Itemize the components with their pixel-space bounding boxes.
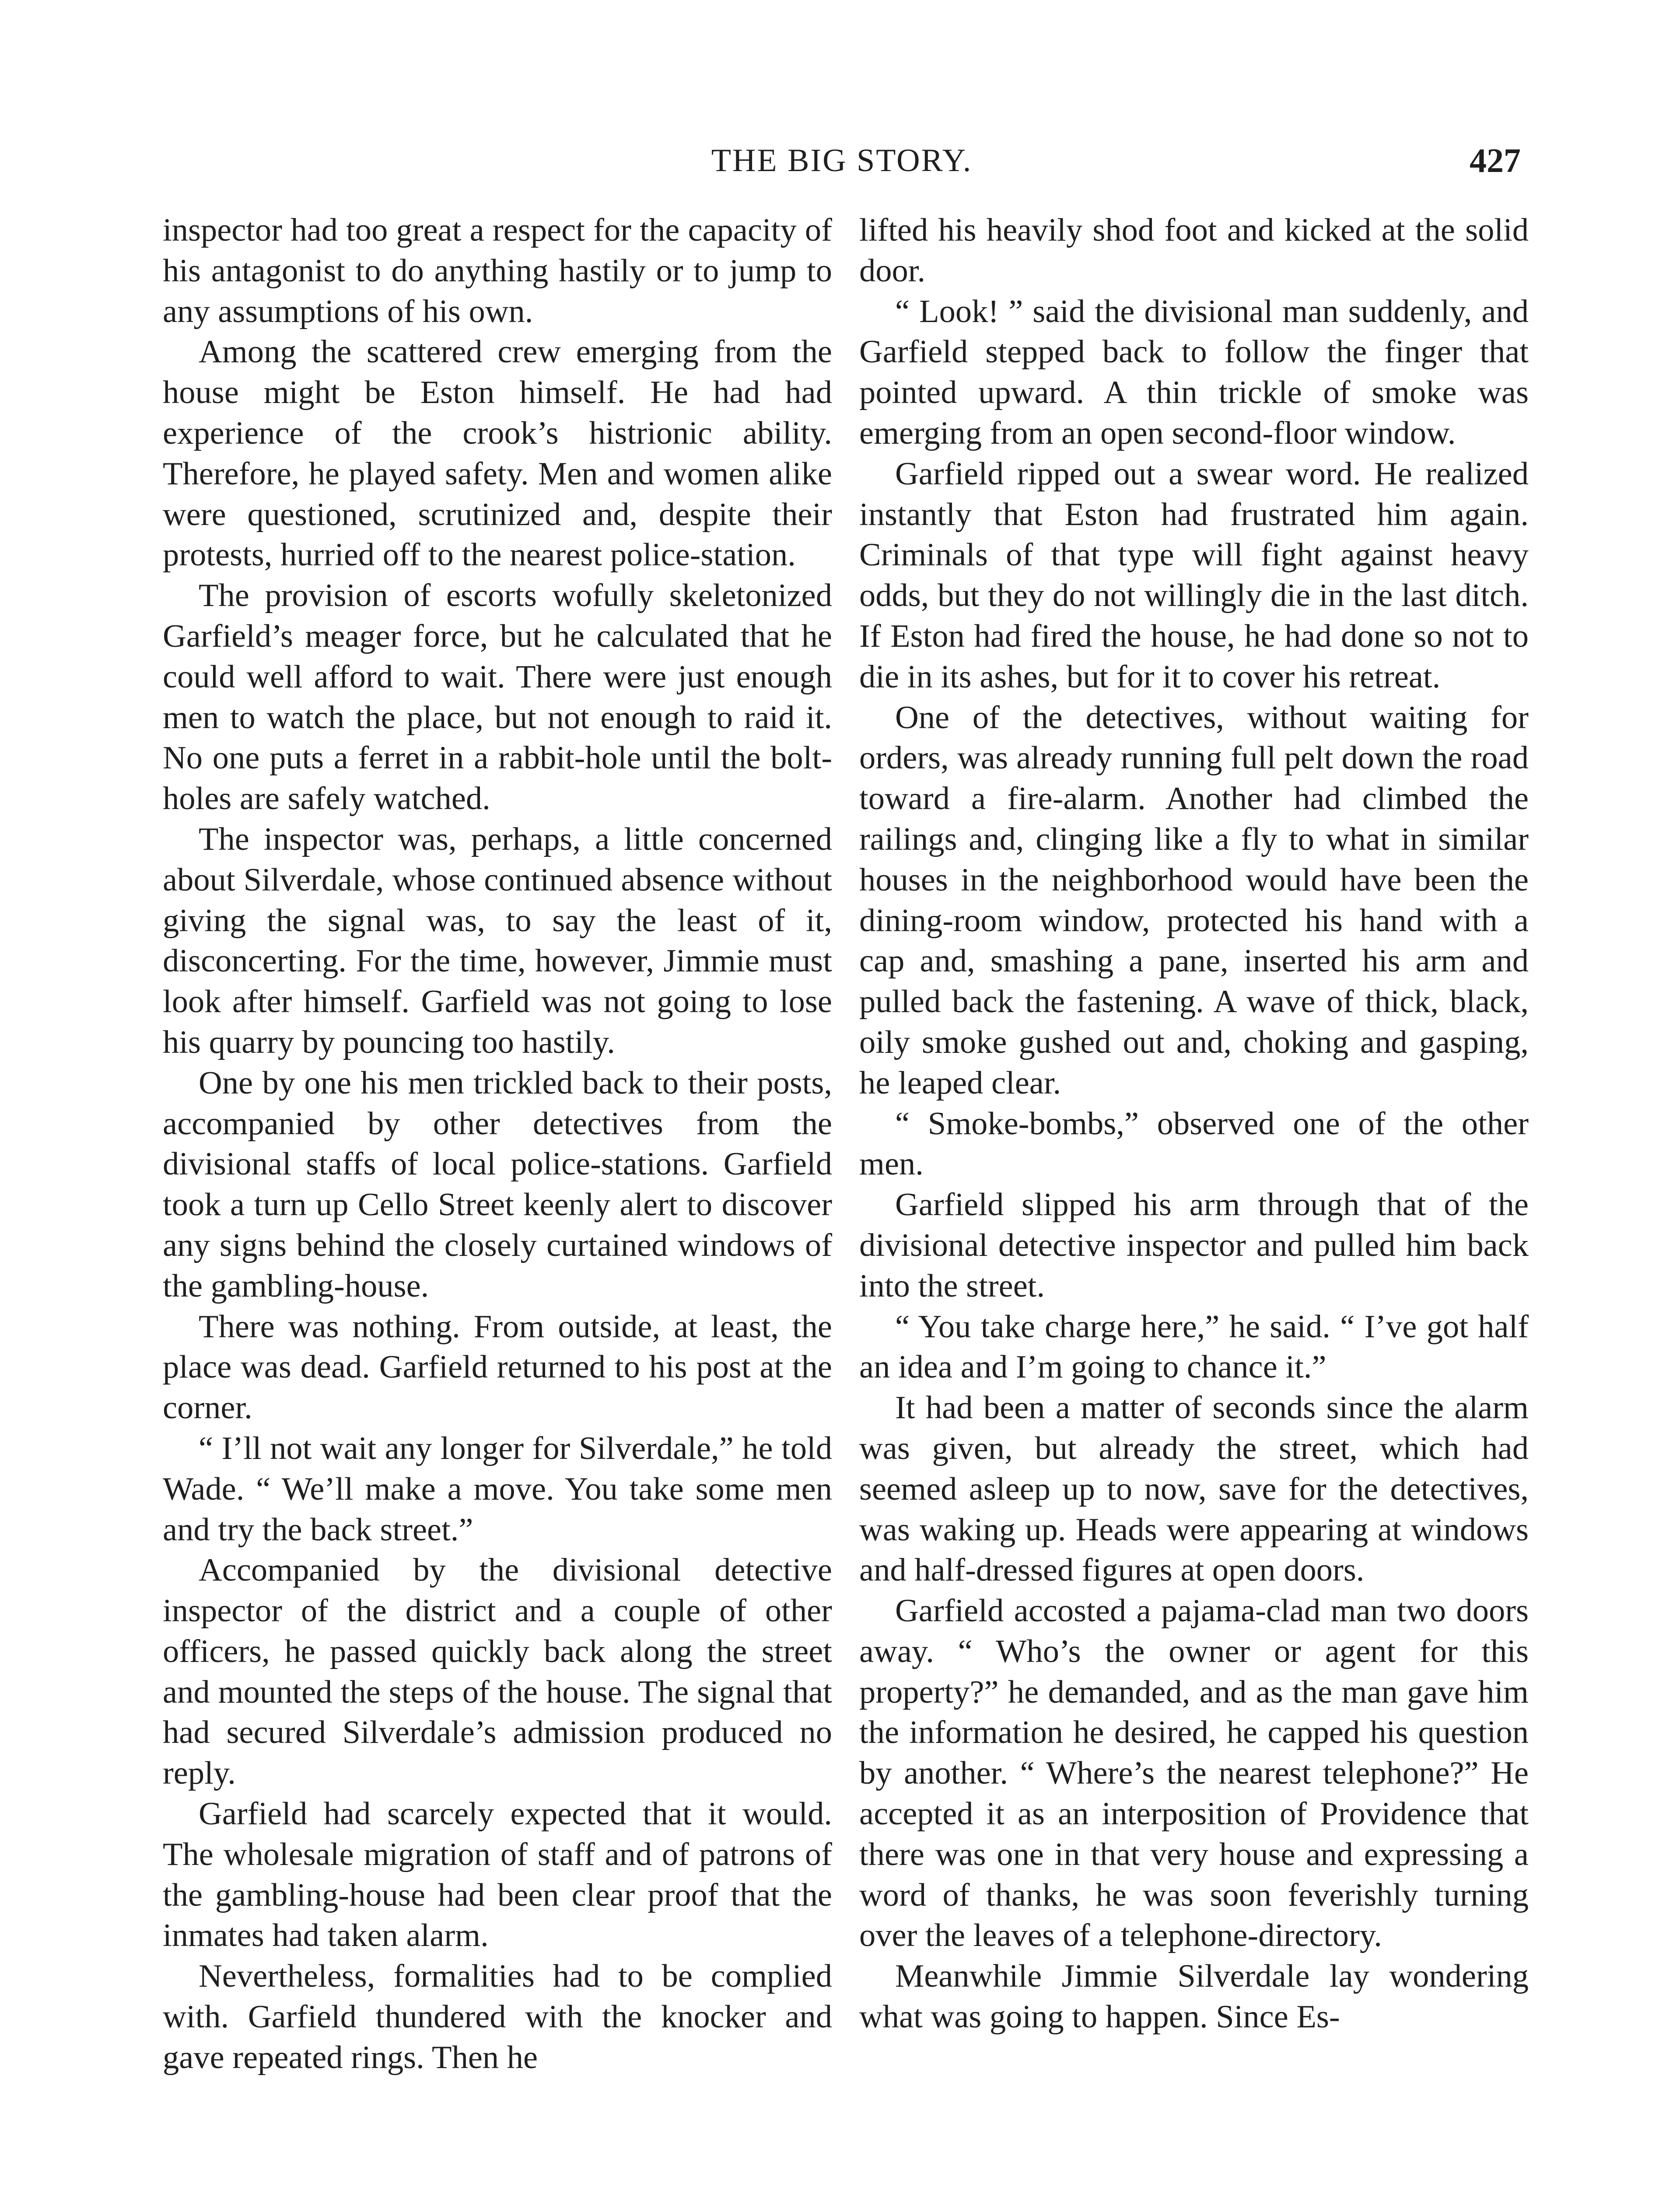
paragraph: Among the scattered crew emerging from the house might be Eston himself. He had had experience of the crook’s histrionic ability. Therefore, he played safety. Men and women alike were questioned, scrutinized and, despite their protests, hurried off to the nearest police-station.	[163, 334, 832, 573]
paragraph: Meanwhile Jimmie Silverdale lay wondering what was going to happen. Since Es-	[859, 1958, 1529, 2035]
paragraph: lifted his heavily shod foot and kicked at the solid door.	[859, 212, 1529, 289]
paragraph: Garfield slipped his arm through that of the divisional detective inspector and pulled him back into the street.	[859, 1187, 1529, 1304]
running-title: THE BIG STORY.	[711, 143, 973, 179]
paragraph: The inspector was, perhaps, a little concerned about Silverdale, whose continued absence without giving the signal was, to say the least of it, disconcerting. For the time, however, Jimmie must look after himself. Garfield was not going to lose his quarry by pouncing too hastily.	[163, 821, 832, 1060]
paragraph: One of the detectives, without waiting for orders, was already running full pelt down the road toward a fire-alarm. Another had climbed the railings and, clinging like a fly to what in similar houses in the neighborhood would have been the dining-room window, protected his hand with a cap and, smashing a pane, inserted his arm and pulled back the fastening. A wave of thick, black, oily smoke gushed out and, choking and gasping, he leaped clear.	[859, 699, 1529, 1101]
left-text-column	[163, 210, 832, 2078]
paragraph: “ You take charge here,” he said. “ I’ve got half an idea and I’m going to chance it.”	[859, 1308, 1529, 1385]
right-text-column	[859, 210, 1529, 2037]
paragraph: inspector had too great a respect for the capacity of his antagonist to do anything hastily or to jump to any assumptions of his own.	[163, 212, 832, 330]
paragraph: It had been a matter of seconds since the alarm was given, but already the street, which had seemed asleep up to now, save for the detectives, was waking up. Heads were appearing at windows and half-dressed figures at open doors.	[859, 1390, 1529, 1588]
paragraph: “ I’ll not wait any longer for Silverdale,” he told Wade. “ We’ll make a move. You take some men and try the back street.”	[163, 1430, 832, 1548]
paragraph: Garfield had scarcely expected that it would. The wholesale migration of staff and of patrons of the gambling-house had been clear proof that the inmates had taken alarm.	[163, 1796, 832, 1954]
paragraph: “ Look! ” said the divisional man suddenly, and Garfield stepped back to follow the finger that pointed upward. A thin trickle of smoke was emerging from an open second-floor window.	[859, 293, 1529, 451]
paragraph: Garfield accosted a pajama-clad man two doors away. “ Who’s the owner or agent for this property?” he demanded, and as the man gave him the information he desired, he capped his question by another. “ Where’s the nearest telephone?” He accepted it as an interposition of Providence that there was one in that very house and expressing a word of thanks, he was soon feverishly turning over the leaves of a telephone-directory.	[859, 1593, 1529, 1954]
paragraph: Nevertheless, formalities had to be complied with. Garfield thundered with the knocker and gave repeated rings. Then he	[163, 1958, 832, 2076]
page-number: 427	[1470, 141, 1521, 179]
paragraph: The provision of escorts wofully skeletonized Garfield’s meager force, but he calculated that he could well afford to wait. There were just enough men to watch the place, but not enough to raid it. No one puts a ferret in a rabbit-hole until the boltholes are safely watched.	[163, 578, 832, 817]
paragraph: Garfield ripped out a swear word. He realized instantly that Eston had frustrated him again. Criminals of that type will fight against heavy odds, but they do not willingly die in the last ditch. If Eston had fired the house, he had done so not to die in its ashes, but for it to cover his retreat.	[859, 456, 1529, 695]
paragraph: Accompanied by the divisional detective inspector of the district and a couple of other officers, he passed quickly back along the street and mounted the steps of the house. The signal that had secured Silverdale’s admission produced no reply.	[163, 1552, 832, 1792]
paragraph: One by one his men trickled back to their posts, accompanied by other detectives from the divisional staffs of local police-stations. Garfield took a turn up Cello Street keenly alert to discover any signs behind the closely curtained windows of the gambling-house.	[163, 1065, 832, 1304]
paragraph: “ Smoke-bombs,” observed one of the other men.	[859, 1105, 1529, 1182]
paragraph: There was nothing. From outside, at least, the place was dead. Garfield returned to his post at the corner.	[163, 1308, 832, 1426]
page-header	[163, 141, 1521, 189]
